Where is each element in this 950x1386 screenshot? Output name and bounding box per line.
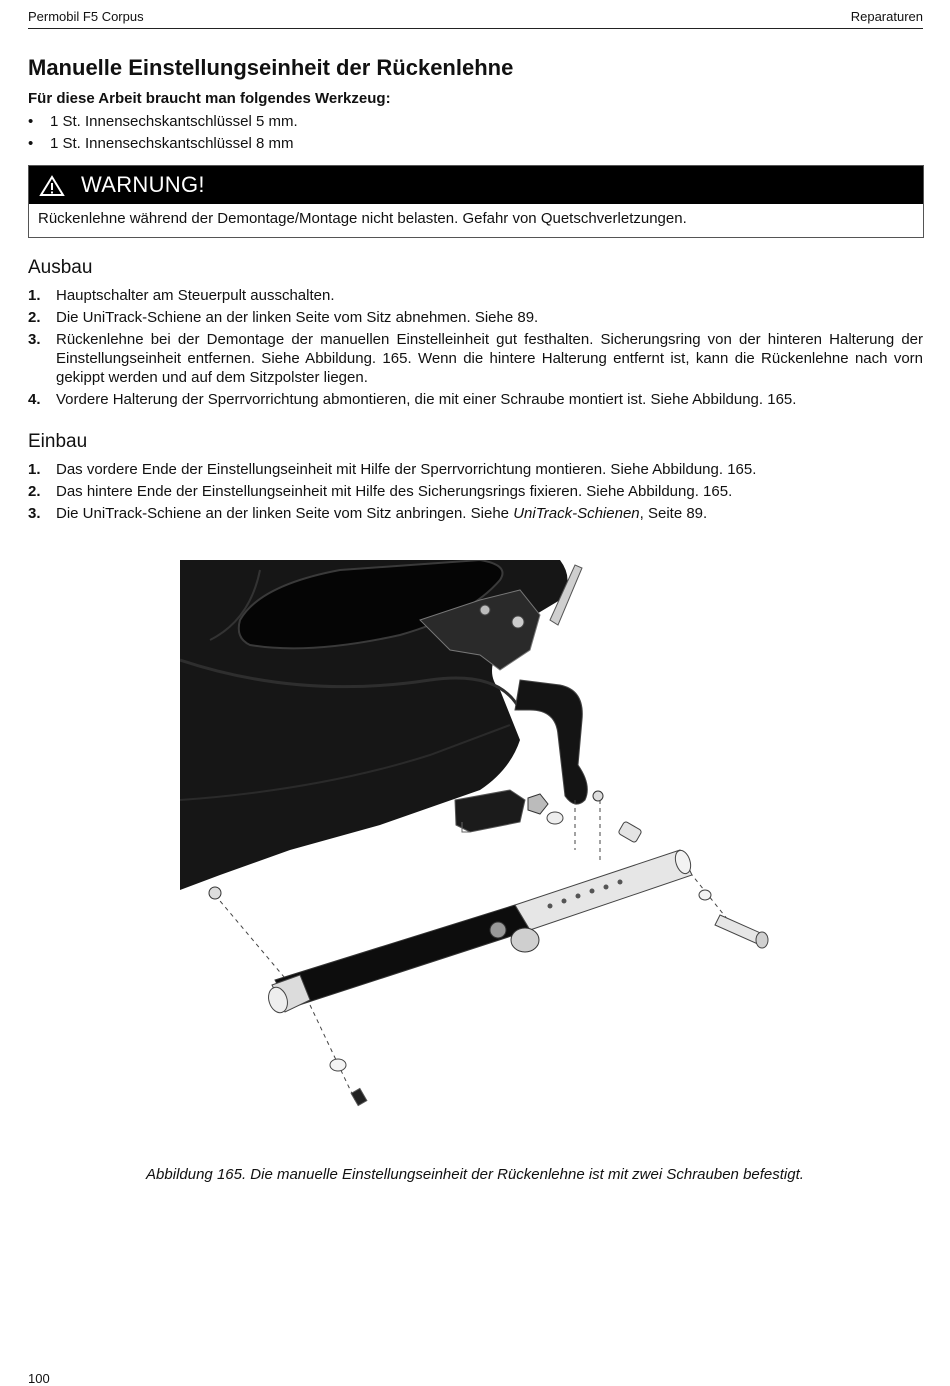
list-item xyxy=(28,460,923,479)
figure-illustration xyxy=(180,560,780,1120)
bullet: • xyxy=(28,135,34,152)
header-section: Reparaturen xyxy=(850,9,923,24)
list-item xyxy=(28,390,923,409)
section-heading-ausbau: Ausbau xyxy=(28,257,93,278)
list-item xyxy=(28,482,923,501)
step-number: 2. xyxy=(28,309,41,326)
tool-item: 1 St. Innensechskantschlüssel 8 mm xyxy=(50,135,294,152)
warning-text: Rückenlehne während der Demontage/Montage nicht belasten. Gefahr von Quetschverletzungen. xyxy=(38,210,687,227)
step-number: 1. xyxy=(28,461,41,478)
warning-header xyxy=(29,166,923,204)
list-item xyxy=(28,286,923,305)
tools-list xyxy=(28,113,298,157)
list-item xyxy=(28,330,923,387)
step-number: 2. xyxy=(28,483,41,500)
warning-title: WARNUNG! xyxy=(81,172,205,197)
tool-item: 1 St. Innensechskantschlüssel 5 mm. xyxy=(50,113,298,130)
step-number: 4. xyxy=(28,391,41,408)
page-header xyxy=(28,9,923,29)
step-text: Das vordere Ende der Einstellungseinheit mit Hilfe der Sperrvorrichtung montieren. Siehe Abbildung. 165. xyxy=(56,461,757,478)
warning-box xyxy=(28,165,924,238)
step-text: Hauptschalter am Steuerpult ausschalten. xyxy=(56,287,335,304)
header-product: Permobil F5 Corpus xyxy=(28,9,144,24)
step-text: , Seite 89. xyxy=(639,505,708,522)
figure-caption: Abbildung 165. Die manuelle Einstellungseinheit der Rückenlehne ist mit zwei Schrauben befestigt. xyxy=(146,1166,804,1183)
step-text: Die UniTrack-Schiene an der linken Seite vom Sitz anbringen. Siehe xyxy=(56,505,514,522)
step-text: Die UniTrack-Schiene an der linken Seite vom Sitz abnehmen. Siehe 89. xyxy=(56,309,539,326)
list-item xyxy=(28,135,298,157)
page-number: 100 xyxy=(28,1371,50,1386)
list-item xyxy=(28,308,923,327)
step-text: Das hintere Ende der Einstellungseinheit mit Hilfe des Sicherungsrings fixieren. Siehe Abbildung. 165. xyxy=(56,483,733,500)
step-number: 1. xyxy=(28,287,41,304)
tools-heading: Für diese Arbeit braucht man folgendes Werkzeug: xyxy=(28,90,391,107)
step-text: Rückenlehne bei der Demontage der manuellen Einstelleinheit gut festhalten. Sicherungsring von der hinteren Halterung der Einstellungseinheit entfernen. Siehe Abbildung. 165. Wenn die hintere Halterung entfernt ist, kann die Rückenlehne nach vorn gekippt werden und auf dem Sitzpolster liegen. xyxy=(56,331,923,386)
einbau-steps xyxy=(28,460,923,526)
bullet: • xyxy=(28,113,34,130)
list-item xyxy=(28,113,298,135)
cross-reference-link[interactable]: UniTrack-Schienen xyxy=(513,505,640,522)
list-item xyxy=(28,504,923,523)
warning-triangle-icon xyxy=(39,175,65,197)
page-title: Manuelle Einstellungseinheit der Rückenlehne xyxy=(28,55,514,80)
step-number: 3. xyxy=(28,331,41,348)
step-number: 3. xyxy=(28,505,41,522)
step-text: Vordere Halterung der Sperrvorrichtung abmontieren, die mit einer Schraube montiert ist. Siehe Abbildung. 165. xyxy=(56,391,797,408)
backrest-adjustment-drawing xyxy=(180,560,780,1120)
ausbau-steps xyxy=(28,286,923,412)
section-heading-einbau: Einbau xyxy=(28,431,88,452)
